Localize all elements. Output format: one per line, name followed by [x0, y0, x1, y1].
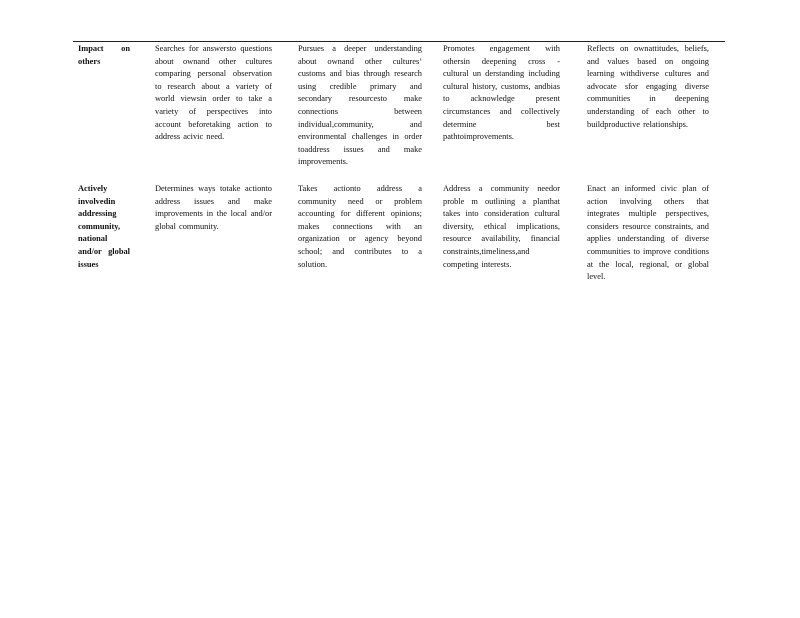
level-cell: Pursues a deeper understanding about ownand other cultures’ customs and bias through research using credible primary and secondary resourcesto make connections between individual,community, and environmental challenges in order toaddress issues and make improvements.: [298, 44, 422, 167]
criterion-cell: Impact on others: [78, 44, 130, 66]
criterion-cell: Actively involvedin addressing community, national and/or global issues: [78, 184, 130, 269]
level-cell: Reflects on ownattitudes, beliefs, and values based on ongoing learning withdiverse cultures and advocate sfor engaging diverse communities in deepening understanding of each other to buildproductive relationships.: [587, 44, 709, 129]
level-cell: Takes actionto address a community need or problem accounting for different opinions; makes connections with an organization or agency beyond school; and contributes to a solution.: [298, 184, 422, 269]
level-cell: Searches for answersto questions about ownand other cultures comparing personal observation to research about a variety of world viewsin order to take a variety of perspectives into account beforetaking action to address acivic need.: [155, 44, 272, 142]
level-cell: Determines ways totake actionto address issues and make improvements in the local and/or global community.: [155, 184, 272, 231]
level-cell: Address a community needor proble m outlining a planthat takes into consideration cultural diversity, ethical implications, resource availability, financial constraints,timeliness,and competing interests.: [443, 184, 560, 269]
level-cell: Enact an informed civic plan of action involving others that integrates multiple perspectives, considers resource constraints, and applies understanding of diverse communities to improve conditions at the local, regional, or global level.: [587, 184, 709, 282]
table-top-rule: [73, 41, 725, 42]
level-cell: Promotes engagement with othersin deepening cross - cultural un derstanding including cultural history, customs, andbias to acknowledge present circumstances and collectively determine best pathtoimprovements.: [443, 44, 560, 142]
